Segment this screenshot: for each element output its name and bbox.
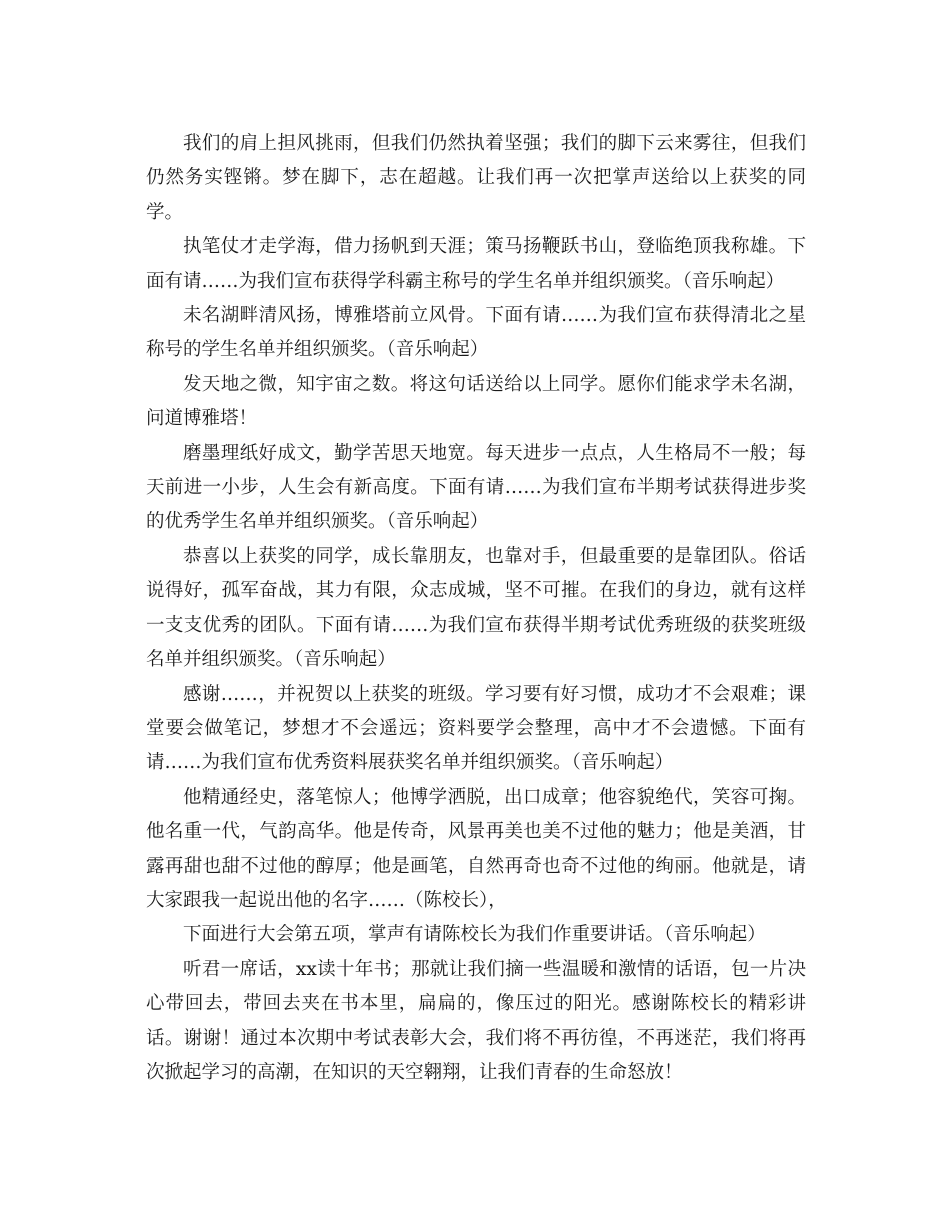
paragraph: 执笔仗才走学海，借力扬帆到天涯；策马扬鞭跃书山，登临绝顶我称雄。下面有请……为我们宣布获得学科霸主称号的学生名单并组织颁奖。（音乐响起） — [146, 236, 806, 292]
paragraph: 磨墨理纸好成文，勤学苦思天地宽。每天进步一点点，人生格局不一般；每天前进一小步，人生会有新高度。下面有请……为我们宣布半期考试获得进步奖的优秀学生名单并组织颁奖。（音乐响起） — [146, 442, 806, 533]
paragraph: 他精通经史，落笔惊人；他博学洒脱，出口成章；他容貌绝代，笑容可掬。他名重一代，气韵高华。他是传奇，风景再美也美不过他的魅力；他是美酒，甘露再甜也甜不过他的醇厚；他是画笔，自然再奇也奇不过他的绚丽。他就是，请大家跟我一起说出他的名字……（陈校长）， — [146, 786, 806, 911]
paragraph: 未名湖畔清风扬，博雅塔前立风骨。下面有请……为我们宣布获得清北之星称号的学生名单并组织颁奖。（音乐响起） — [146, 305, 806, 361]
paragraph: 听君一席话，xx读十年书；那就让我们摘一些温暖和激情的话语，包一片决心带回去，带回去夹在书本里，扁扁的，像压过的阳光。感谢陈校长的精彩讲话。谢谢！通过本次期中考试表彰大会，我们将不再彷徨，不再迷茫，我们将再次掀起学习的高潮，在知识的天空翱翔，让我们青春的生命怒放！ — [146, 958, 806, 1083]
paragraph: 感谢……，并祝贺以上获奖的班级。学习要有好习惯，成功才不会艰难；课堂要会做笔记，梦想才不会遥远；资料要学会整理，高中才不会遗憾。下面有请……为我们宣布优秀资料展获奖名单并组织颁奖。（音乐响起） — [146, 683, 806, 774]
paragraph: 发天地之微，知宇宙之数。将这句话送给以上同学。愿你们能求学未名湖，问道博雅塔！ — [146, 373, 806, 430]
paragraph: 恭喜以上获奖的同学，成长靠朋友，也靠对手，但最重要的是靠团队。俗话说得好，孤军奋战，其力有限，众志成城，坚不可摧。在我们的身边，就有这样一支支优秀的团队。下面有请……为我们宣布获得半期考试优秀班级的获奖班级名单并组织颁奖。（音乐响起） — [146, 545, 806, 671]
paragraph: 我们的肩上担风挑雨，但我们仍然执着坚强；我们的脚下云来雾往，但我们仍然务实铿锵。梦在脚下，志在超越。让我们再一次把掌声送给以上获奖的同学。 — [146, 133, 806, 223]
document-body — [146, 127, 806, 1090]
paragraph: 下面进行大会第五项，掌声有请陈校长为我们作重要讲话。（音乐响起） — [183, 924, 766, 946]
